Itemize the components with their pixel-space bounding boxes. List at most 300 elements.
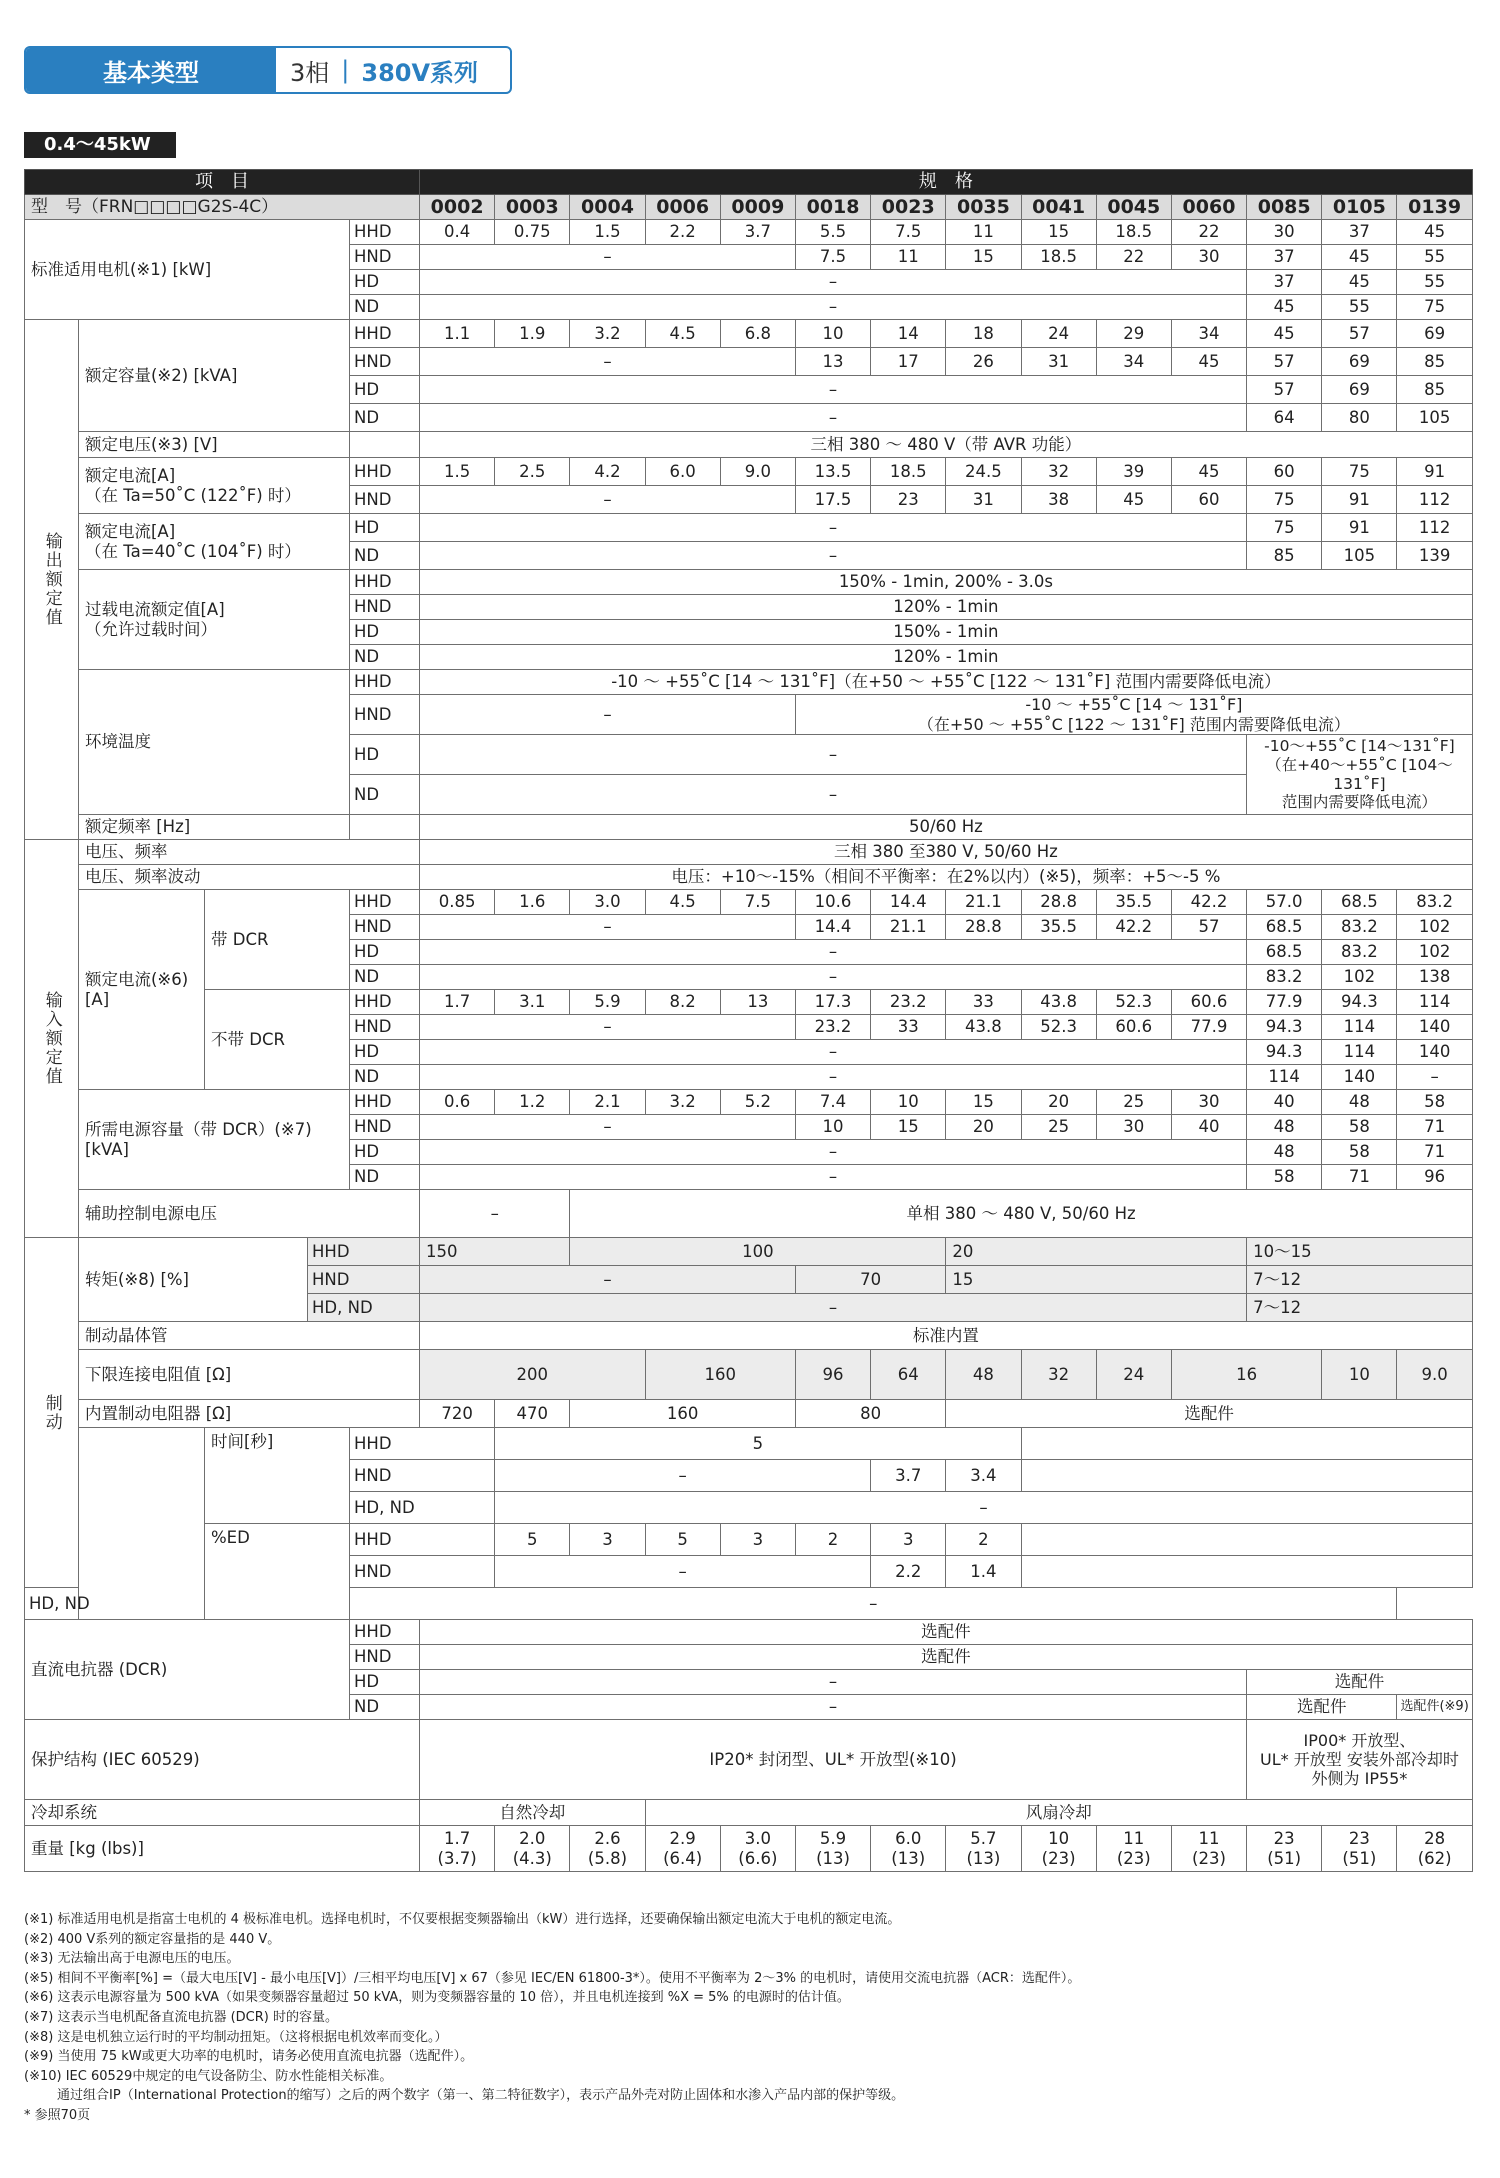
dash: – <box>495 1460 871 1492</box>
nodcr-nd-value: 140 <box>1322 1065 1397 1090</box>
mode-label: HND <box>350 595 420 620</box>
nodcr-hnd-value: 52.3 <box>1021 1015 1096 1040</box>
cap-hhd-value: 34 <box>1171 320 1246 348</box>
motor-hhd-value: 45 <box>1397 220 1472 245</box>
footnote: (※5) 相间不平衡率[%] =（最大电压[V] - 最小电压[V]）/三相平均电压[V] x 67（参见 IEC/EN 61800-3*）。使用不平衡率为 2～3% 的电机时，请使用交流电抗器（ACR：选配件）。 <box>24 1970 1081 1986</box>
motor-hhd-value: 7.5 <box>871 220 946 245</box>
motor-hnd-value: 30 <box>1171 245 1246 270</box>
ed-hhd-value: 5 <box>645 1524 720 1556</box>
dash: – <box>420 940 1247 965</box>
dcr-hd-value: 83.2 <box>1322 940 1397 965</box>
nodcr-hhd-value: 5.9 <box>570 990 645 1015</box>
torque-value: 150 <box>420 1238 570 1266</box>
cap-hnd-value: 57 <box>1247 348 1322 376</box>
cur-hhd-value: 32 <box>1021 458 1096 486</box>
motor-hnd-value: 45 <box>1322 245 1397 270</box>
dcr-hd-value: 68.5 <box>1247 940 1322 965</box>
header-item: 项 目 <box>25 170 420 195</box>
nodcr-hd-value: 114 <box>1322 1040 1397 1065</box>
cap-hnd-value: 45 <box>1171 348 1246 376</box>
mode-label: ND <box>350 775 420 815</box>
mode-label: ND <box>350 404 420 432</box>
pcap-hd-value: 71 <box>1397 1140 1472 1165</box>
dcr-hnd-value: 28.8 <box>946 915 1021 940</box>
int-resistor-value: 720 <box>420 1400 495 1428</box>
weight-label: 重量 [kg (lbs)] <box>25 1826 420 1872</box>
cur-hhd-value: 75 <box>1322 458 1397 486</box>
nodcr-hhd-value: 17.3 <box>795 990 870 1015</box>
torque-label: 转矩(※8) [%] <box>79 1238 308 1322</box>
torque-value: 7～12 <box>1247 1294 1473 1322</box>
vf-fluct-label: 电压、频率波动 <box>79 865 420 890</box>
cur-hd-value: 75 <box>1247 514 1322 542</box>
motor-hhd-value: 2.2 <box>645 220 720 245</box>
pcap-hhd-value: 7.4 <box>795 1090 870 1115</box>
with-dcr-label: 带 DCR <box>205 890 350 990</box>
mode-label: HHD <box>350 890 420 915</box>
current-50c-label: 额定电流[A] （在 Ta=50˚C (122˚F) 时） <box>79 458 350 514</box>
dcr-nd-value: 102 <box>1322 965 1397 990</box>
dash: – <box>495 1492 1473 1524</box>
mode-label: HHD <box>350 1524 495 1556</box>
motor-hd-value: 37 <box>1247 270 1322 295</box>
ambient-hhd: -10 ～ +55˚C [14 ～ 131˚F]（在+50 ～ +55˚C [122 ～ 131˚F] 范围内需要降低电流） <box>420 670 1473 695</box>
pcap-hhd-value: 2.1 <box>570 1090 645 1115</box>
vf-value: 三相 380 至380 V, 50/60 Hz <box>420 840 1473 865</box>
nodcr-hnd-value: 33 <box>871 1015 946 1040</box>
weight-value: 2.9 (6.4) <box>645 1826 720 1872</box>
dcr-hnd-value: 42.2 <box>1096 915 1171 940</box>
dash: – <box>420 1065 1247 1090</box>
overload-label: 过载电流额定值[A] （允许过载时间） <box>79 570 350 670</box>
dash: – <box>420 1165 1247 1190</box>
aux-power-value: 单相 380 ～ 480 V, 50/60 Hz <box>570 1190 1472 1238</box>
motor-nd-value: 75 <box>1397 295 1472 320</box>
pcap-nd-value: 71 <box>1322 1165 1397 1190</box>
dcr-hhd-value: 1.6 <box>495 890 570 915</box>
int-resistor-value: 470 <box>495 1400 570 1428</box>
mode-label: HD <box>350 620 420 645</box>
phase-label: 3相 <box>290 58 330 87</box>
ed-hnd-value: 1.4 <box>946 1556 1021 1588</box>
option-text: 选配件 <box>946 1400 1472 1428</box>
cap-hd-value: 57 <box>1247 376 1322 404</box>
footnote: (※7) 这表示当电机配备直流电抗器 (DCR) 时的容量。 <box>24 2009 338 2025</box>
weight-value: 2.0 (4.3) <box>495 1826 570 1872</box>
time-value: 3.7 <box>871 1460 946 1492</box>
mode-label: HD <box>350 270 420 295</box>
cur-hhd-value: 1.5 <box>420 458 495 486</box>
cap-hnd-value: 85 <box>1397 348 1472 376</box>
min-resistance-value: 10 <box>1322 1350 1397 1400</box>
pcap-hnd-value: 40 <box>1171 1115 1246 1140</box>
overload-hhd: 150% - 1min, 200% - 3.0s <box>420 570 1473 595</box>
pcap-hnd-value: 48 <box>1247 1115 1322 1140</box>
min-resistance-value: 9.0 <box>1397 1350 1472 1400</box>
pcap-hhd-value: 40 <box>1247 1090 1322 1115</box>
motor-hhd-value: 3.7 <box>720 220 795 245</box>
without-dcr-label: 不带 DCR <box>205 990 350 1090</box>
motor-hnd-value: 11 <box>871 245 946 270</box>
dcr-hhd-value: 7.5 <box>720 890 795 915</box>
cap-hnd-value: 13 <box>795 348 870 376</box>
nodcr-hhd-value: 1.7 <box>420 990 495 1015</box>
cooling-fan: 风扇冷却 <box>645 1800 1472 1826</box>
weight-value: 6.0 (13) <box>871 1826 946 1872</box>
overload-hd: 150% - 1min <box>420 620 1473 645</box>
motor-hnd-value: 7.5 <box>795 245 870 270</box>
motor-hhd-value: 37 <box>1322 220 1397 245</box>
cur-hhd-value: 18.5 <box>871 458 946 486</box>
dc-reactor-label: 直流电抗器 (DCR) <box>25 1620 350 1720</box>
mode-label: ND <box>350 1165 420 1190</box>
time-value: 5 <box>495 1428 1021 1460</box>
dash: – <box>420 1115 796 1140</box>
cap-nd-value: 105 <box>1397 404 1472 432</box>
cap-hhd-value: 3.2 <box>570 320 645 348</box>
dcr-hhd-value: 83.2 <box>1397 890 1472 915</box>
dash: – <box>420 514 1247 542</box>
cur-hhd-value: 2.5 <box>495 458 570 486</box>
dash: – <box>420 775 1247 815</box>
mode-label: HND <box>308 1266 420 1294</box>
nodcr-hnd-value: 23.2 <box>795 1015 870 1040</box>
frequency-label: 额定频率 [Hz] <box>79 815 350 840</box>
model-label: 型 号（FRN□□□□G2S-4C） <box>25 195 420 220</box>
model-code: 0105 <box>1322 195 1397 220</box>
int-resistor-value: 80 <box>795 1400 945 1428</box>
transistor-value: 标准内置 <box>420 1322 1473 1350</box>
option-text: 选配件 <box>1247 1695 1397 1720</box>
cap-hd-value: 69 <box>1322 376 1397 404</box>
nodcr-hd-value: 140 <box>1397 1040 1472 1065</box>
int-resistor-label: 内置制动电阻器 [Ω] <box>79 1400 420 1428</box>
pcap-hhd-value: 30 <box>1171 1090 1246 1115</box>
cur-nd-value: 139 <box>1397 542 1472 570</box>
cur-hhd-value: 9.0 <box>720 458 795 486</box>
mode-label: HHD <box>308 1238 420 1266</box>
nodcr-hhd-value: 60.6 <box>1171 990 1246 1015</box>
motor-hd-value: 45 <box>1322 270 1397 295</box>
dcr-hhd-value: 21.1 <box>946 890 1021 915</box>
ed-hhd-value: 5 <box>495 1524 570 1556</box>
cooling-natural: 自然冷却 <box>420 1800 646 1826</box>
cur-hhd-value: 91 <box>1397 458 1472 486</box>
dcr-hhd-value: 68.5 <box>1322 890 1397 915</box>
motor-hnd-value: 55 <box>1397 245 1472 270</box>
protection-value: IP20* 封闭型、UL* 开放型(※10) <box>420 1720 1247 1800</box>
mode-label: ND <box>350 542 420 570</box>
voltage-value: 三相 380 ～ 480 V（带 AVR 功能） <box>420 432 1473 458</box>
mode-label: HD <box>350 735 420 775</box>
cur-nd-value: 105 <box>1322 542 1397 570</box>
weight-value: 5.7 (13) <box>946 1826 1021 1872</box>
nodcr-hnd-value: 77.9 <box>1171 1015 1246 1040</box>
torque-value: 100 <box>570 1238 946 1266</box>
motor-hhd-value: 15 <box>1021 220 1096 245</box>
dcr-hhd-value: 14.4 <box>871 890 946 915</box>
motor-hhd-value: 1.5 <box>570 220 645 245</box>
cap-hnd-value: 69 <box>1322 348 1397 376</box>
capacity-label: 额定容量(※2) [kVA] <box>79 320 350 432</box>
series-label: 380V系列 <box>361 58 479 87</box>
weight-value: 11 (23) <box>1171 1826 1246 1872</box>
pcap-hnd-value: 71 <box>1397 1115 1472 1140</box>
nodcr-hhd-value: 3.1 <box>495 990 570 1015</box>
cur-hnd-value: 75 <box>1247 486 1322 514</box>
dcr-hnd-value: 57 <box>1171 915 1246 940</box>
dash: – <box>420 915 796 940</box>
weight-value: 28 (62) <box>1397 1826 1472 1872</box>
pcap-nd-value: 96 <box>1397 1165 1472 1190</box>
dash: – <box>420 348 796 376</box>
time-label: 时间[秒] <box>205 1428 350 1524</box>
weight-value: 1.7 (3.7) <box>420 1826 495 1872</box>
weight-value: 3.0 (6.6) <box>720 1826 795 1872</box>
pcap-nd-value: 58 <box>1247 1165 1322 1190</box>
motor-hhd-value: 0.75 <box>495 220 570 245</box>
output-ratings-label: 输出额定值 <box>25 320 79 840</box>
pcap-hhd-value: 48 <box>1322 1090 1397 1115</box>
footnote: (※6) 这表示电源容量为 500 kVA（如果变频器容量超过 50 kVA，则为变频器容量的 10 倍），并且电机连接到 %X = 5% 的电源时的估计值。 <box>24 1990 850 2006</box>
section-header <box>24 46 512 94</box>
dcr-hhd-value: 28.8 <box>1021 890 1096 915</box>
ed-hnd-value: 2.2 <box>871 1556 946 1588</box>
cap-hhd-value: 69 <box>1397 320 1472 348</box>
dash: – <box>420 735 1247 775</box>
time-value: 3.4 <box>946 1460 1021 1492</box>
mode-label: HND <box>350 1556 495 1588</box>
model-code: 0003 <box>495 195 570 220</box>
mode-label: ND <box>350 1695 420 1720</box>
dash: – <box>420 245 796 270</box>
nodcr-nd-value: – <box>1397 1065 1472 1090</box>
min-resistance-value: 160 <box>645 1350 795 1400</box>
cap-hhd-value: 1.9 <box>495 320 570 348</box>
cap-hhd-value: 1.1 <box>420 320 495 348</box>
cap-hhd-value: 6.8 <box>720 320 795 348</box>
table-header-row <box>25 170 1473 195</box>
motor-hnd-value: 22 <box>1096 245 1171 270</box>
cur-hnd-value: 91 <box>1322 486 1397 514</box>
pcap-hhd-value: 20 <box>1021 1090 1096 1115</box>
footnote: (※2) 400 V系列的额定容量指的是 440 V。 <box>24 1931 281 1947</box>
dcr-hhd-value: 3.0 <box>570 890 645 915</box>
header-divider: | <box>341 56 350 84</box>
weight-value: 5.9 (13) <box>795 1826 870 1872</box>
pcap-hnd-value: 30 <box>1096 1115 1171 1140</box>
model-code: 0023 <box>871 195 946 220</box>
model-code: 0035 <box>946 195 1021 220</box>
cap-hnd-value: 17 <box>871 348 946 376</box>
cap-hhd-value: 10 <box>795 320 870 348</box>
pcap-hhd-value: 0.6 <box>420 1090 495 1115</box>
mode-label: HD <box>350 1140 420 1165</box>
dash: – <box>420 1190 570 1238</box>
cap-hhd-value: 14 <box>871 320 946 348</box>
weight-value: 23 (51) <box>1322 1826 1397 1872</box>
mode-label: HHD <box>350 220 420 245</box>
weight-value: 11 (23) <box>1096 1826 1171 1872</box>
mode-label: HHD <box>350 1428 495 1460</box>
dcr-hhd-value: 42.2 <box>1171 890 1246 915</box>
cur-hnd-value: 112 <box>1397 486 1472 514</box>
weight-value: 10 (23) <box>1021 1826 1096 1872</box>
footnote: * 参照70页 <box>24 2107 91 2123</box>
cur-hhd-value: 13.5 <box>795 458 870 486</box>
mode-label: HHD <box>350 1620 420 1645</box>
footnote: 通过组合IP（International Protection的缩写）之后的两个数字（第一、第二特征数字），表示产品外壳对防止固体和水渗入产品内部的保护等级。 <box>24 2088 905 2104</box>
ed-hhd-value: 2 <box>946 1524 1021 1556</box>
cap-hhd-value: 45 <box>1247 320 1322 348</box>
model-code: 0002 <box>420 195 495 220</box>
cur-hd-value: 112 <box>1397 514 1472 542</box>
ed-hhd-value: 2 <box>795 1524 870 1556</box>
nodcr-hhd-value: 114 <box>1397 990 1472 1015</box>
mode-label: HHD <box>350 1090 420 1115</box>
dcr-hnd-value: 102 <box>1397 915 1472 940</box>
torque-value: 20 <box>946 1238 1247 1266</box>
cur-hnd-value: 60 <box>1171 486 1246 514</box>
torque-value: 15 <box>946 1266 1247 1294</box>
int-resistor-value: 160 <box>570 1400 796 1428</box>
torque-value: 7～12 <box>1247 1266 1473 1294</box>
mode-label: HND <box>350 1460 495 1492</box>
model-code: 0041 <box>1021 195 1096 220</box>
dash: – <box>420 376 1247 404</box>
dcr-nd-value: 138 <box>1397 965 1472 990</box>
option-text: 选配件 <box>420 1645 1473 1670</box>
overload-nd: 120% - 1min <box>420 645 1473 670</box>
motor-hhd-value: 30 <box>1247 220 1322 245</box>
dcr-hhd-value: 10.6 <box>795 890 870 915</box>
min-resistance-value: 64 <box>871 1350 946 1400</box>
motor-hnd-value: 37 <box>1247 245 1322 270</box>
nodcr-hhd-value: 23.2 <box>871 990 946 1015</box>
cur-hnd-value: 31 <box>946 486 1021 514</box>
cooling-label: 冷却系统 <box>25 1800 420 1826</box>
ambient-hd-nd: -10～+55˚C [14～131˚F] （在+40～+55˚C [104～131˚F] 范围内需要降低电流） <box>1247 735 1473 815</box>
frequency-value: 50/60 Hz <box>420 815 1473 840</box>
power-range-label: 0.4～45kW <box>24 132 176 158</box>
mode-label: HHD <box>350 458 420 486</box>
pcap-hhd-value: 58 <box>1397 1090 1472 1115</box>
mode-label: HND <box>350 245 420 270</box>
ambient-hnd: -10 ～ +55˚C [14 ～ 131˚F] （在+50 ～ +55˚C [122 ～ 131˚F] 范围内需要降低电流） <box>795 695 1472 735</box>
motor-hhd-value: 5.5 <box>795 220 870 245</box>
cur-hhd-value: 45 <box>1171 458 1246 486</box>
dash: – <box>420 695 796 735</box>
section-title: 基本类型 <box>26 48 276 92</box>
dash: – <box>495 1556 871 1588</box>
min-resistance-value: 200 <box>420 1350 646 1400</box>
dcr-hhd-value: 4.5 <box>645 890 720 915</box>
nodcr-hhd-value: 8.2 <box>645 990 720 1015</box>
mode-label: HD <box>350 376 420 404</box>
pcap-hhd-value: 3.2 <box>645 1090 720 1115</box>
nodcr-hhd-value: 77.9 <box>1247 990 1322 1015</box>
input-ratings-label: 输入额定值 <box>25 840 79 1238</box>
protection-value-large: IP00* 开放型、 UL* 开放型 安装外部冷却时 外侧为 IP55* <box>1247 1720 1473 1800</box>
model-row <box>25 195 1473 220</box>
cur-hnd-value: 38 <box>1021 486 1096 514</box>
dcr-hnd-value: 35.5 <box>1021 915 1096 940</box>
cur-hhd-value: 60 <box>1247 458 1322 486</box>
dash: – <box>420 1140 1247 1165</box>
model-code: 0009 <box>720 195 795 220</box>
nodcr-nd-value: 114 <box>1247 1065 1322 1090</box>
cur-hhd-value: 39 <box>1096 458 1171 486</box>
dash: – <box>420 965 1247 990</box>
option-text: 选配件 <box>420 1620 1473 1645</box>
header-spec: 规 格 <box>420 170 1473 195</box>
weight-value: 2.6 (5.8) <box>570 1826 645 1872</box>
ambient-label: 环境温度 <box>79 670 350 815</box>
dcr-nd-value: 83.2 <box>1247 965 1322 990</box>
mode-label: HD <box>350 940 420 965</box>
motor-nd-value: 45 <box>1247 295 1322 320</box>
ed-hhd-value: 3 <box>871 1524 946 1556</box>
cur-nd-value: 85 <box>1247 542 1322 570</box>
pcap-hhd-value: 10 <box>871 1090 946 1115</box>
min-resistance-value: 16 <box>1171 1350 1321 1400</box>
footnote: (※10) IEC 60529中规定的电气设备防尘、防水性能相关标准。 <box>24 2068 393 2084</box>
mode-label: HD <box>350 1040 420 1065</box>
transistor-label: 制动晶体管 <box>79 1322 420 1350</box>
cur-hhd-value: 4.2 <box>570 458 645 486</box>
dash: – <box>420 1294 1247 1322</box>
mode-label: ND <box>350 1065 420 1090</box>
mode-label: HND <box>350 1645 420 1670</box>
motor-nd-value: 55 <box>1322 295 1397 320</box>
nodcr-hhd-value: 94.3 <box>1322 990 1397 1015</box>
nodcr-hhd-value: 33 <box>946 990 1021 1015</box>
cur-hd-value: 91 <box>1322 514 1397 542</box>
cap-hhd-value: 18 <box>946 320 1021 348</box>
nodcr-hnd-value: 43.8 <box>946 1015 1021 1040</box>
spec-table <box>24 169 1473 1872</box>
mode-label: HHD <box>350 320 420 348</box>
torque-value: 10～15 <box>1247 1238 1473 1266</box>
cap-hhd-value: 29 <box>1096 320 1171 348</box>
motor-hhd-value: 11 <box>946 220 1021 245</box>
pcap-hhd-value: 5.2 <box>720 1090 795 1115</box>
footnote: (※3) 无法输出高于电源电压的电压。 <box>24 1951 240 1967</box>
pcap-hnd-value: 15 <box>871 1115 946 1140</box>
motor-hhd-value: 18.5 <box>1096 220 1171 245</box>
pcap-hhd-value: 1.2 <box>495 1090 570 1115</box>
pcap-hnd-value: 58 <box>1322 1115 1397 1140</box>
dash: – <box>420 486 796 514</box>
torque-value: 70 <box>795 1266 945 1294</box>
dcr-hnd-value: 68.5 <box>1247 915 1322 940</box>
option-text: 选配件 <box>1247 1670 1473 1695</box>
motor-label: 标准适用电机(※1) [kW] <box>25 220 350 320</box>
dcr-hhd-value: 0.85 <box>420 890 495 915</box>
cur-hhd-value: 24.5 <box>946 458 1021 486</box>
mode-label: ND <box>350 965 420 990</box>
nodcr-hhd-value: 43.8 <box>1021 990 1096 1015</box>
power-capacity-label: 所需电源容量（带 DCR）(※7) [kVA] <box>79 1090 350 1190</box>
dash: – <box>420 1670 1247 1695</box>
pcap-hnd-value: 25 <box>1021 1115 1096 1140</box>
cap-hhd-value: 4.5 <box>645 320 720 348</box>
motor-hhd-value: 0.4 <box>420 220 495 245</box>
model-code: 0085 <box>1247 195 1322 220</box>
vf-fluct-value: 电压：+10～-15%（相间不平衡率：在2%以内）(※5)，频率：+5～-5 % <box>420 865 1473 890</box>
mode-label: HHD <box>350 570 420 595</box>
model-code: 0004 <box>570 195 645 220</box>
